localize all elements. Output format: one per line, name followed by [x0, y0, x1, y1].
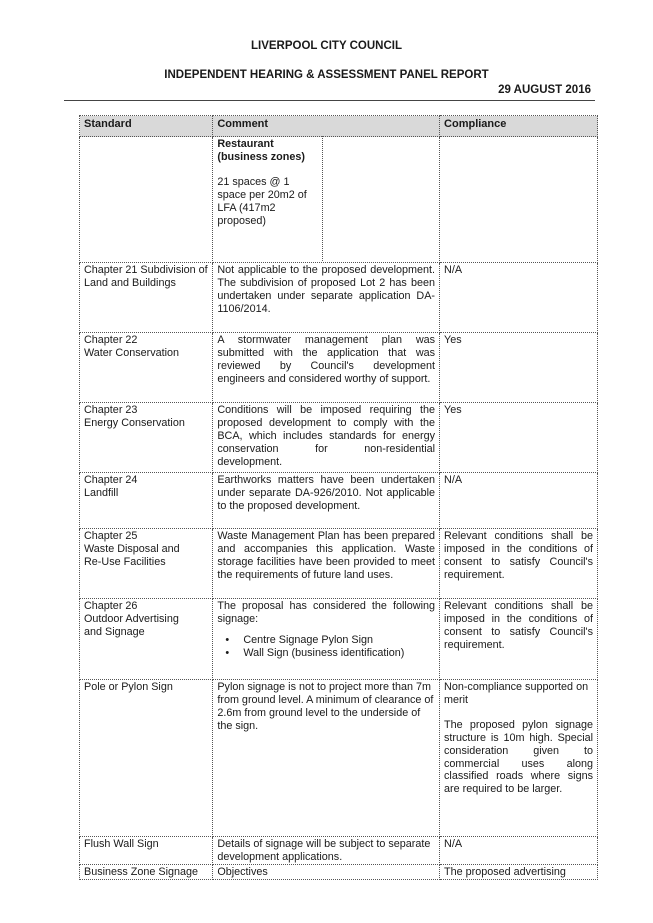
cell-comment: [213, 137, 440, 263]
cell-compliance: N/A: [440, 837, 598, 865]
signage-intro: The proposal has considered the following signage:: [217, 600, 436, 625]
cell-comment: Conditions will be imposed requiring the proposed development to comply with the BCA, which includes standards for energy conservation for non-residential development.: [213, 403, 440, 473]
cell-comment: [213, 599, 440, 680]
cell-compliance: Relevant conditions shall be imposed in the conditions of consent to satisfy Council's requirement.: [440, 529, 598, 599]
cell-standard: Chapter 23 Energy Conservation: [80, 403, 213, 473]
cell-compliance: N/A: [440, 473, 598, 529]
cell-compliance: The proposed advertising: [440, 865, 598, 880]
parking-rate-text: 21 spaces @ 1 space per 20m2 of LFA (417m2 proposed): [217, 175, 307, 227]
cell-standard: Chapter 25 Waste Disposal and Re-Use Facilities: [80, 529, 213, 599]
cell-comment: A stormwater management plan was submitted with the application that was reviewed by Council's development engineers and considered worthy of support.: [213, 333, 440, 403]
cell-comment: Not applicable to the proposed development. The subdivision of proposed Lot 2 has been undertaken under separate application DA-1106/2014.: [213, 263, 440, 333]
cell-comment: Pylon signage is not to project more than 7m from ground level. A minimum of clearance of 2.6m from ground level to the underside of the sign.: [213, 680, 440, 837]
cell-compliance: [440, 137, 598, 263]
table-row: [80, 865, 598, 880]
council-name: LIVERPOOL CITY COUNCIL: [250, 40, 402, 52]
parking-subtable: [213, 136, 323, 261]
column-header-compliance: Compliance: [440, 116, 598, 137]
compliance-detail: The proposed pylon signage structure is 10m high. Special consideration given to commercial uses along classified roads where signs are required to be larger.: [444, 718, 593, 796]
cell-comment: Details of signage will be subject to separate development applications.: [213, 837, 440, 865]
bullet-icon: •: [225, 646, 230, 659]
assessment-table: [79, 115, 598, 880]
table-row: [80, 333, 598, 403]
cell-compliance: N/A: [440, 263, 598, 333]
table-header-row: [80, 116, 598, 137]
cell-standard: Pole or Pylon Sign: [80, 680, 213, 837]
list-item: • Wall Sign (business identification): [225, 646, 405, 659]
cell-comment: Objectives: [213, 865, 440, 880]
cell-standard: Business Zone Signage: [80, 865, 213, 880]
cell-standard: [80, 137, 213, 263]
report-title: INDEPENDENT HEARING & ASSESSMENT PANEL REPORT: [164, 69, 489, 81]
cell-compliance: Yes: [440, 333, 598, 403]
header-divider: [64, 100, 595, 101]
compliance-status: Non-compliance supported on merit: [444, 681, 589, 706]
column-header-comment: Comment: [213, 116, 440, 137]
report-date: 29 AUGUST 2016: [498, 84, 591, 96]
table-row: [80, 599, 598, 680]
table-row: [80, 473, 598, 529]
parking-use-heading: Restaurant (business zones): [217, 138, 305, 163]
cell-comment: Earthworks matters have been undertaken under separate DA-926/2010. Not applicable to the proposed development.: [213, 473, 440, 529]
table-row: [80, 837, 598, 865]
table-row: [80, 680, 598, 837]
cell-compliance: [440, 680, 598, 837]
list-item: • Centre Signage Pylon Sign: [225, 633, 373, 646]
cell-compliance: Relevant conditions shall be imposed in the conditions of consent to satisfy Council's requirement.: [440, 599, 598, 680]
table-row: [80, 137, 598, 263]
column-header-standard: Standard: [80, 116, 213, 137]
table-row: [80, 529, 598, 599]
signage-list: [217, 634, 435, 660]
cell-standard: Chapter 26 Outdoor Advertising and Signage: [80, 599, 213, 680]
cell-standard: Chapter 21 Subdivision of Land and Buildings: [80, 263, 213, 333]
cell-compliance: Yes: [440, 403, 598, 473]
cell-comment: Waste Management Plan has been prepared and accompanies this application. Waste storage facilities have been provided to meet the requirements of future land uses.: [213, 529, 440, 599]
bullet-icon: •: [225, 633, 230, 646]
cell-standard: Chapter 22 Water Conservation: [80, 333, 213, 403]
table-row: [80, 403, 598, 473]
table-row: [80, 263, 598, 333]
cell-standard: Flush Wall Sign: [80, 837, 213, 865]
cell-standard: Chapter 24 Landfill: [80, 473, 213, 529]
